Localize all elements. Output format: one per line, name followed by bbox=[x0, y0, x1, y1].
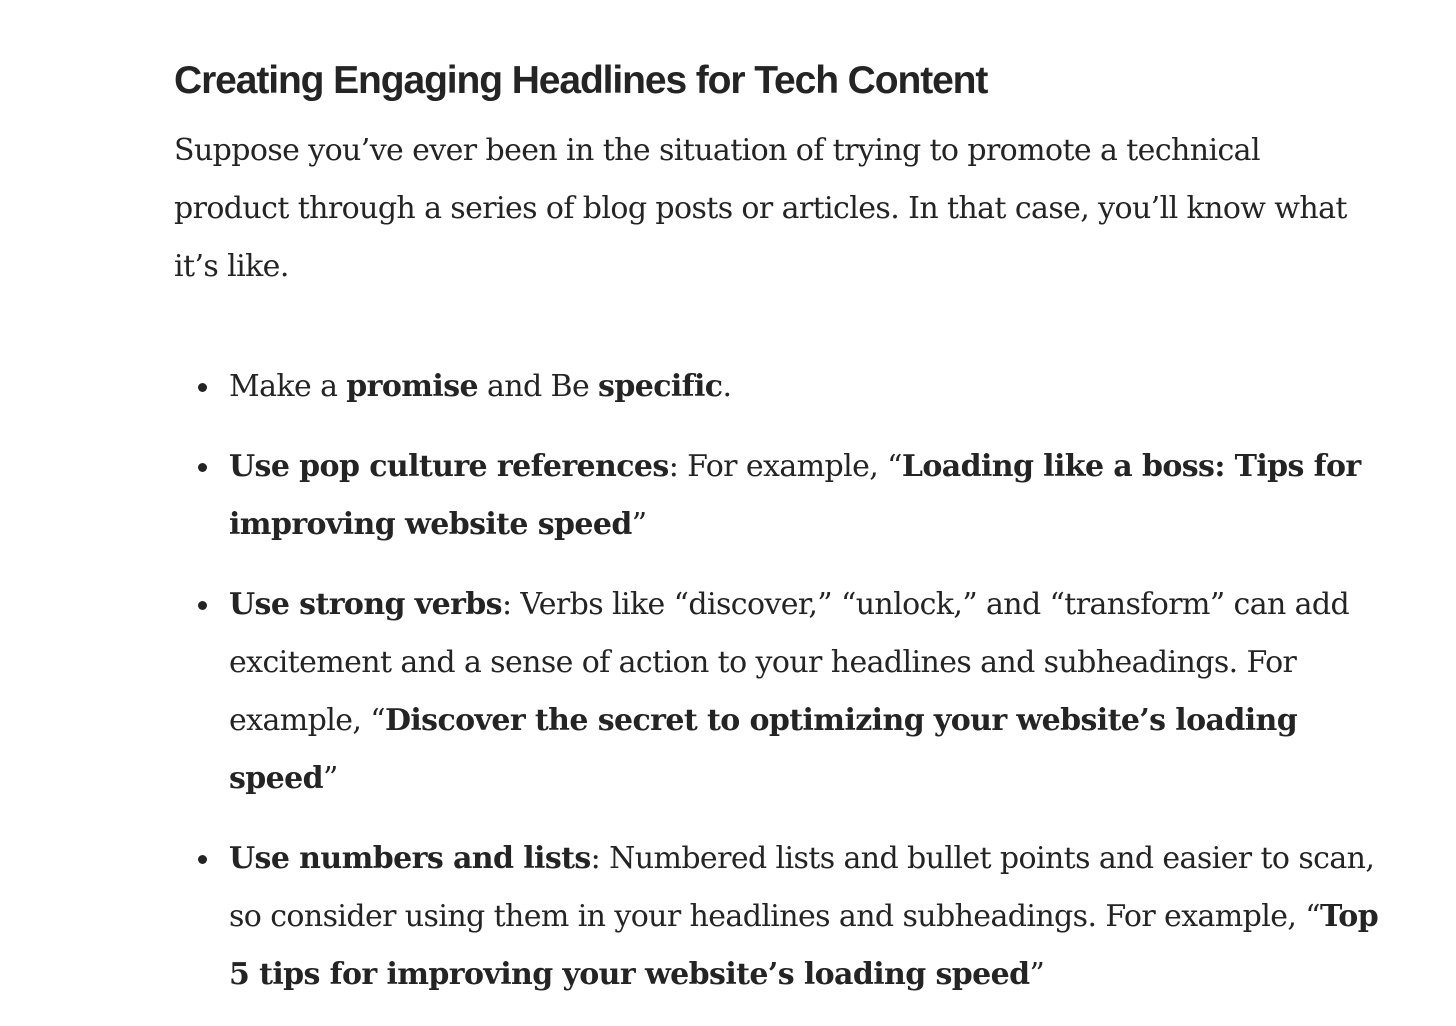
text-segment: ” bbox=[323, 761, 338, 796]
intro-paragraph: Suppose you’ve ever been in the situation of trying to promote a technical product through a series of blog posts or articles. In that case, you’ll know what it’s like. bbox=[174, 133, 1347, 284]
bold-text: promise bbox=[346, 369, 479, 404]
bold-text: Use pop culture references bbox=[229, 449, 669, 484]
article bbox=[174, 56, 1424, 1026]
text-segment: : Verbs like “discover,” “unlock,” and “transform” can add excitement and a sense of action to your headlines and subheadings. For example, “ bbox=[229, 587, 1350, 738]
bullet-dot-icon bbox=[198, 601, 207, 610]
bold-text: Top 5 tips for improving your website’s loading speed bbox=[229, 899, 1379, 992]
bold-text: specific bbox=[598, 369, 723, 404]
text-segment: and Be bbox=[478, 369, 599, 404]
bullet-dot-icon bbox=[198, 383, 207, 392]
text-segment: Make a bbox=[229, 369, 347, 404]
text-segment: . bbox=[722, 369, 732, 404]
list-item bbox=[174, 358, 1394, 416]
bullet-dot-icon bbox=[198, 463, 207, 472]
text-segment: : For example, “ bbox=[668, 449, 902, 484]
section-heading: Creating Engaging Headlines for Tech Content bbox=[174, 59, 988, 102]
bullet-dot-icon bbox=[198, 855, 207, 864]
bold-text: Loading like a boss: Tips for improving website speed bbox=[229, 449, 1361, 542]
text-segment: ” bbox=[631, 507, 647, 542]
bold-text: Use strong verbs bbox=[229, 587, 502, 622]
text-segment: : Numbered lists and bullet points and easier to scan, so consider using them in your headlines and subheadings. For example, “ bbox=[229, 841, 1375, 934]
list-item bbox=[174, 576, 1394, 808]
list-item bbox=[174, 438, 1394, 554]
text-segment: ” bbox=[1029, 957, 1045, 992]
bold-text: Discover the secret to optimizing your website’s loading speed bbox=[229, 703, 1298, 796]
bold-text: Use numbers and lists bbox=[229, 841, 591, 876]
list-item bbox=[174, 830, 1394, 1004]
tips-list bbox=[174, 358, 1394, 1004]
